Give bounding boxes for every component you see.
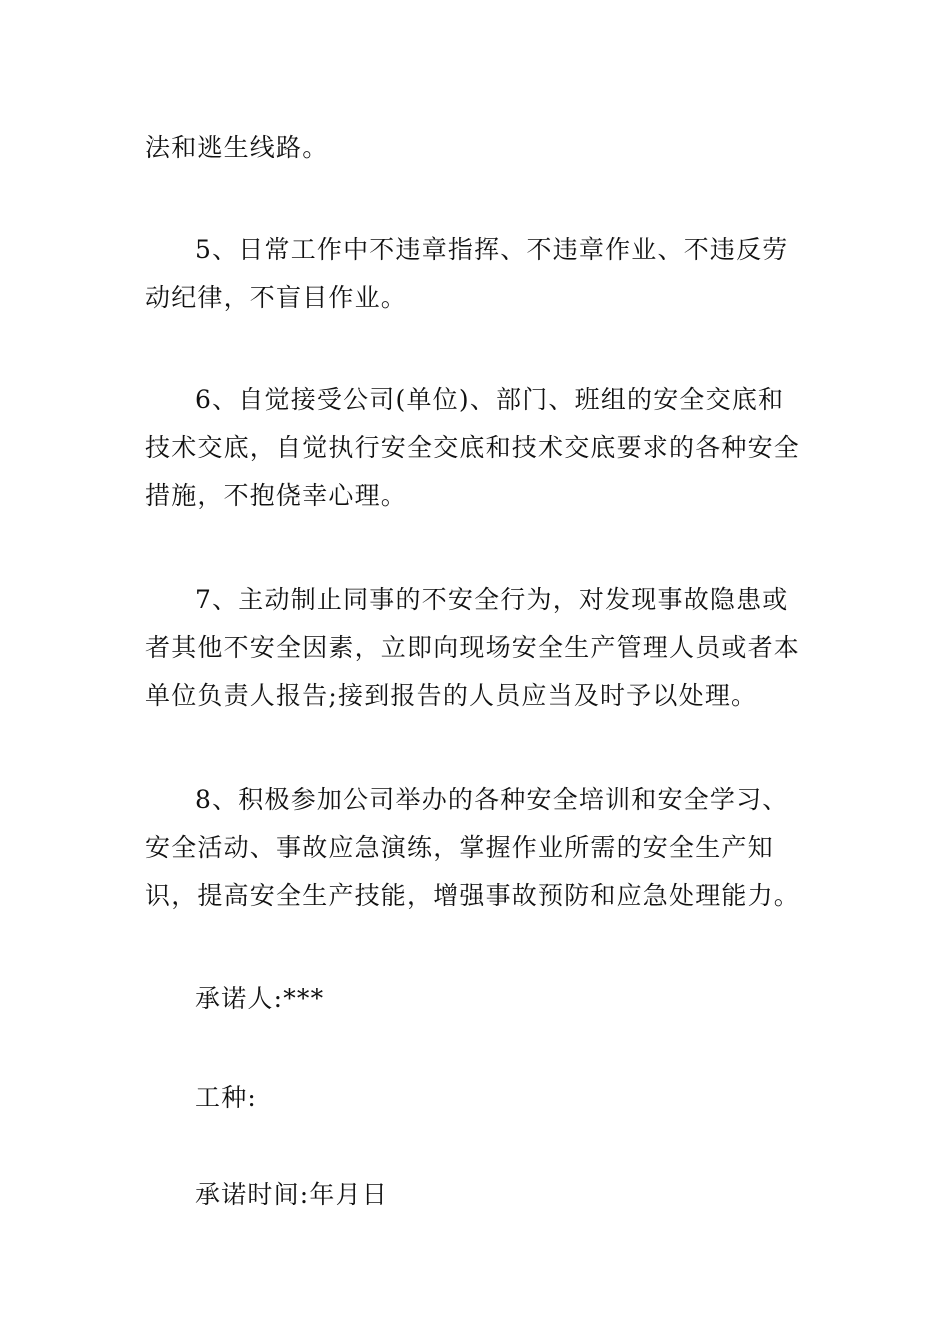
promisor-line: 承诺人:*** <box>195 984 325 1013</box>
paragraph-item-5: 5、日常工作中不违章指挥、不违章作业、不违反劳动纪律，不盲目作业。 <box>145 235 789 312</box>
paragraph-item-7: 7、主动制止同事的不安全行为，对发现事故隐患或者其他不安全因素，立即向现场安全生产管理人员或者本单位负责人报告;接到报告的人员应当及时予以处理。 <box>145 585 801 710</box>
paragraph-continuation: 法和逃生线路。 <box>145 133 329 162</box>
paragraph-item-6: 6、自觉接受公司(单位)、部门、班组的安全交底和技术交底，自觉执行安全交底和技术交底要求的各种安全措施，不抱侥幸心理。 <box>145 385 801 510</box>
paragraph-item-8: 8、积极参加公司举办的各种安全培训和安全学习、安全活动、事故应急演练，掌握作业所需的安全生产知识，提高安全生产技能，增强事故预防和应急处理能力。 <box>145 785 801 910</box>
promise-date-line: 承诺时间:年月日 <box>195 1180 389 1209</box>
job-type-line: 工种: <box>195 1083 258 1112</box>
